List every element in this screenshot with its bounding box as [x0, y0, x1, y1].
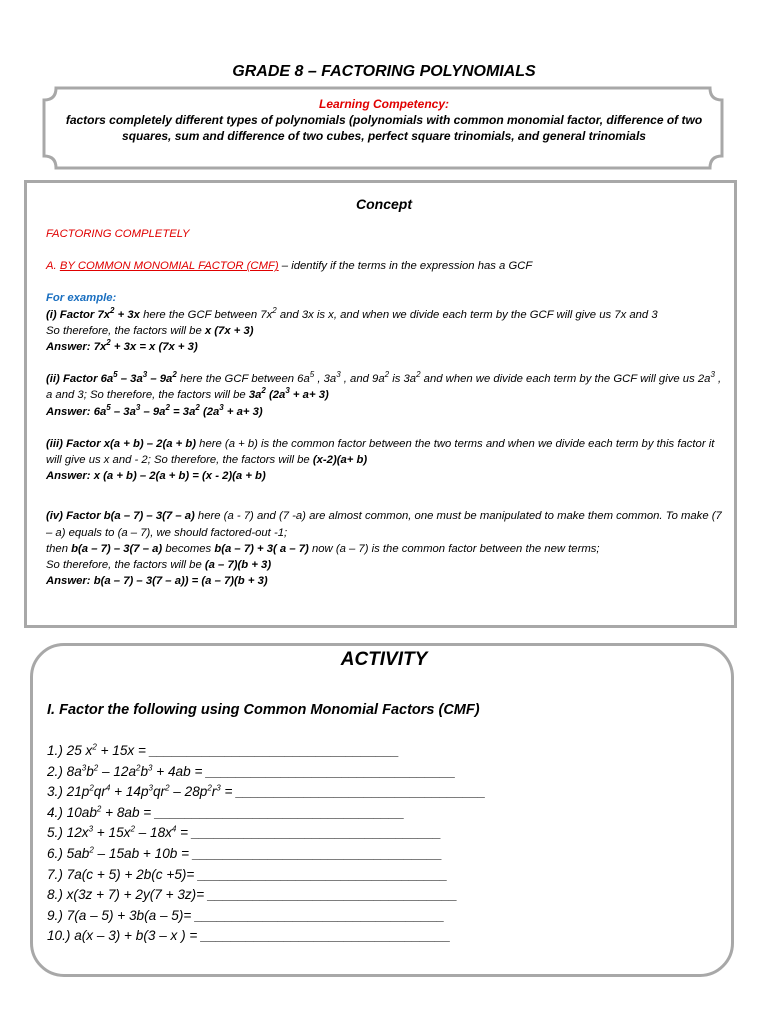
- example-1-factors: So therefore, the factors will be x (7x + 3): [46, 324, 254, 337]
- activity-item-10: 10.) a(x – 3) + b(3 – x ) = _________________________________: [47, 928, 451, 944]
- concept-body: [46, 226, 726, 589]
- cmf-label: BY COMMON MONOMIAL FACTOR (CMF): [59, 260, 279, 273]
- activity-item-2: 2.) $8a^3b^2 - 12a^2b^3 + 4ab$ = _________________________________: [47, 763, 456, 779]
- example-2-answer: Answer: $6a^5 - 3a^3 - 9a^2 = 3a^2$ $(2a^3 + a+ 3)$: [46, 402, 263, 418]
- activity-item-7: 7.) 7a(c + 5) + 2b(c +5)= _________________________________: [47, 866, 448, 882]
- answer-blank[interactable]: _________________________________: [236, 784, 486, 800]
- example-4-step: then b(a – 7) – 3(7 – a) becomes b(a – 7) + 3( a – 7) now (a – 7) is the common factor between the new terms;: [46, 542, 600, 555]
- example-3-answer: Answer: x (a + b) – 2(a + b) = (x - 2)(a + b): [46, 470, 266, 483]
- answer-blank[interactable]: _________________________________: [198, 866, 448, 882]
- answer-blank[interactable]: _________________________________: [155, 804, 405, 820]
- activity-item-3: 3.) $21p^2qr^4 + 14p^3qr^2 - 28p^2r^3$ = _________________________________: [47, 783, 486, 800]
- activity-item-4: 4.) $10ab^2 + 8ab$ = _________________________________: [47, 804, 405, 820]
- competency-heading: Learning Competency:: [318, 97, 450, 111]
- example-1: (i) Factor $7x^2 + 3x$ here the GCF between $7x^2$ and 3x is x, and when we divide each term by the GCF will give us 7x and 3: [46, 305, 658, 321]
- answer-blank[interactable]: _________________________________: [192, 845, 443, 861]
- answer-blank[interactable]: _________________________________: [149, 743, 400, 758]
- concept-title: Concept: [356, 196, 412, 212]
- example-3: (iii) Factor x(a + b) – 2(a + b) here (a + b) is the common factor between the two terms and when we divide each term by this factor it will give us x and - 2; So therefore, the factors will be (x-2)(a+ b): [46, 437, 715, 467]
- answer-blank[interactable]: _________________________________: [207, 887, 458, 903]
- competency-block: [52, 96, 716, 144]
- activity-item-8: 8.) x(3z + 7) + 2y(7 + 3z)= _________________________________: [47, 887, 458, 903]
- answer-blank[interactable]: _________________________________: [206, 763, 456, 779]
- example-1-answer: Answer: $7x^2 + 3x = x$ (7x + 3): [46, 338, 198, 354]
- example-4: (iv) Factor b(a – 7) – 3(7 – a) here (a - 7) and (7 -a) are almost common, one must be manipulated to make them common. To make (7 – a) equals to (a – 7), we should factored-out -1;: [46, 510, 722, 539]
- example-4-factors: So therefore, the factors will be (a – 7)(b + 3): [46, 559, 272, 572]
- answer-blank[interactable]: _________________________________: [195, 907, 445, 923]
- activity-item-1: 1.) 25 $x^2 + 15x$ = _________________________________: [47, 742, 400, 758]
- for-example-label: For example:: [46, 292, 117, 305]
- cmf-heading: A. BY COMMON MONOMIAL FACTOR (CMF) – identify if the terms in the expression has a GCF: [46, 260, 533, 273]
- answer-blank[interactable]: _________________________________: [191, 825, 442, 841]
- answer-blank[interactable]: _________________________________: [201, 928, 451, 944]
- activity-item-9: 9.) 7(a – 5) + 3b(a – 5)= _________________________________: [47, 907, 445, 923]
- activity-item-5: 5.) $12x^3 + 15x^2 - 18x^4$ = _________________________________: [47, 824, 442, 841]
- page-title: GRADE 8 – FACTORING POLYNOMIALS: [232, 63, 536, 80]
- activity-instruction: I. Factor the following using Common Monomial Factors (CMF): [47, 702, 480, 718]
- activity-item-6: 6.) $5ab^2 - 15ab + 10b$ = _________________________________: [47, 845, 443, 861]
- competency-text: factors completely different types of polynomials (polynomials with common monomial factor, difference of two squares, sum and difference of two cubes, perfect square trinomials, and general trinomials: [65, 113, 703, 143]
- example-4-answer: Answer: b(a – 7) – 3(7 – a)) = (a – 7)(b + 3): [46, 575, 268, 588]
- section-heading: FACTORING COMPLETELY: [46, 228, 190, 240]
- activity-items: [47, 741, 486, 947]
- activity-title: ACTIVITY: [340, 649, 428, 670]
- example-2: (ii) Factor $6a^5 - 3a^3 - 9a^2$ here the GCF between $6a^5$ , $3a^3$ , and $9a^2$ is $3a^2$ and when we divide each term by the GCF will give us $2a^3$ , a and 3; So therefore, the factors will be $3a^2$ $(2a^3 + a+ 3)$: [46, 370, 722, 402]
